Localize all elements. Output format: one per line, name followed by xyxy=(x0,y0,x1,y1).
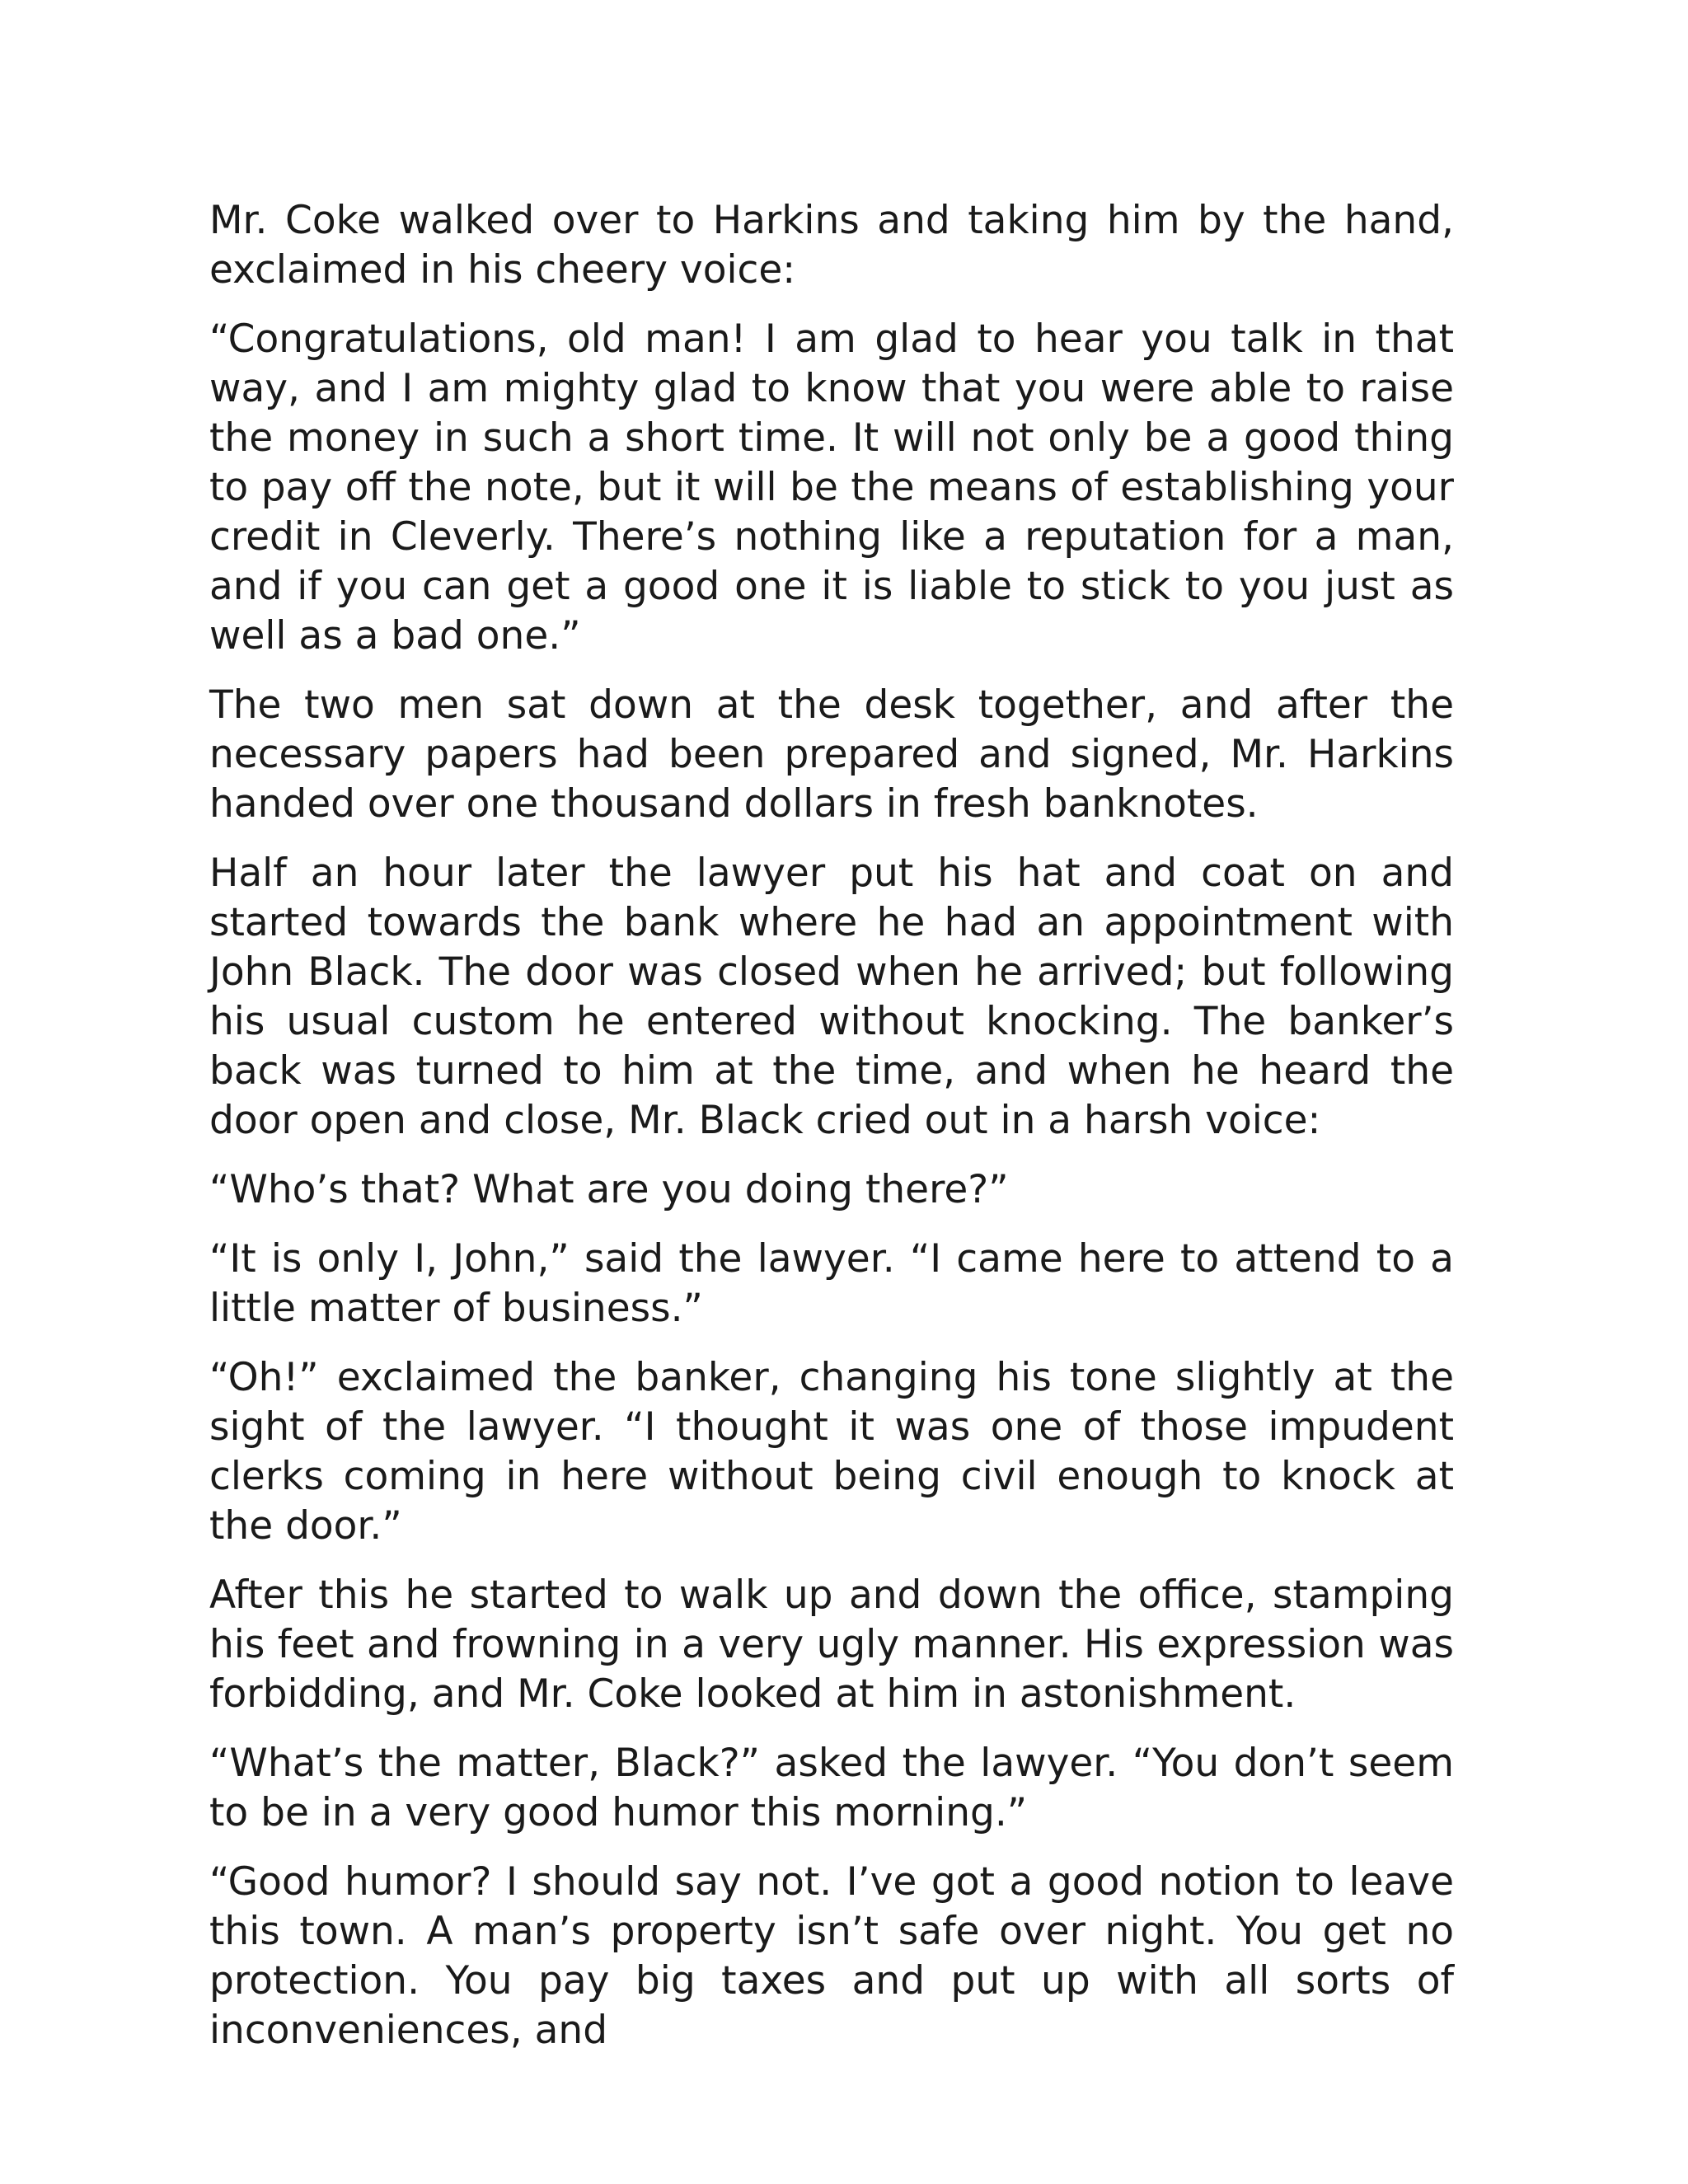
paragraph-3: The two men sat down at the desk together, and after the necessary papers had been prepared and signed, Mr. Harkins handed over one thousand dollars in fresh banknotes. xyxy=(209,682,1454,827)
paragraph-6: “It is only I, John,” said the lawyer. “I came here to attend to a little matter of business.” xyxy=(209,1236,1454,1331)
paragraph-7: “Oh!” exclaimed the banker, changing his tone slightly at the sight of the lawyer. “I thought it was one of those impudent clerks coming in here without being civil enough to knock at the door.” xyxy=(209,1355,1454,1549)
paragraph-1: Mr. Coke walked over to Harkins and taking him by the hand, exclaimed in his cheery voice: xyxy=(209,198,1454,293)
paragraph-2: “Congratulations, old man! I am glad to hear you talk in that way, and I am mighty glad to know that you were able to raise the money in such a short time. It will not only be a good thing to pay off the note, but it will be the means of establishing your credit in Cleverly. There’s nothing like a reputation for a man, and if you can get a good one it is liable to stick to you just as well as a bad one.” xyxy=(209,316,1454,658)
paragraph-10: “Good humor? I should say not. I’ve got a good notion to leave this town. A man’s property isn’t safe over night. You get no protection. You pay big taxes and put up with all sorts of inconveniences, and xyxy=(209,1859,1454,2053)
paragraph-5: “Who’s that? What are you doing there?” xyxy=(209,1167,1009,1212)
document-page xyxy=(209,196,1454,2075)
paragraph-4: Half an hour later the lawyer put his hat and coat on and started towards the bank where he had an appointment with John Black. The door was closed when he arrived; but following his usual custom he entered without knocking. The banker’s back was turned to him at the time, and when he heard the door open and close, Mr. Black cried out in a harsh voice: xyxy=(209,851,1454,1143)
paragraph-9: “What’s the matter, Black?” asked the lawyer. “You don’t seem to be in a very good humor this morning.” xyxy=(209,1741,1454,1835)
paragraph-8: After this he started to walk up and down the office, stamping his feet and frowning in a very ugly manner. His expression was forbidding, and Mr. Coke looked at him in astonishment. xyxy=(209,1572,1454,1717)
